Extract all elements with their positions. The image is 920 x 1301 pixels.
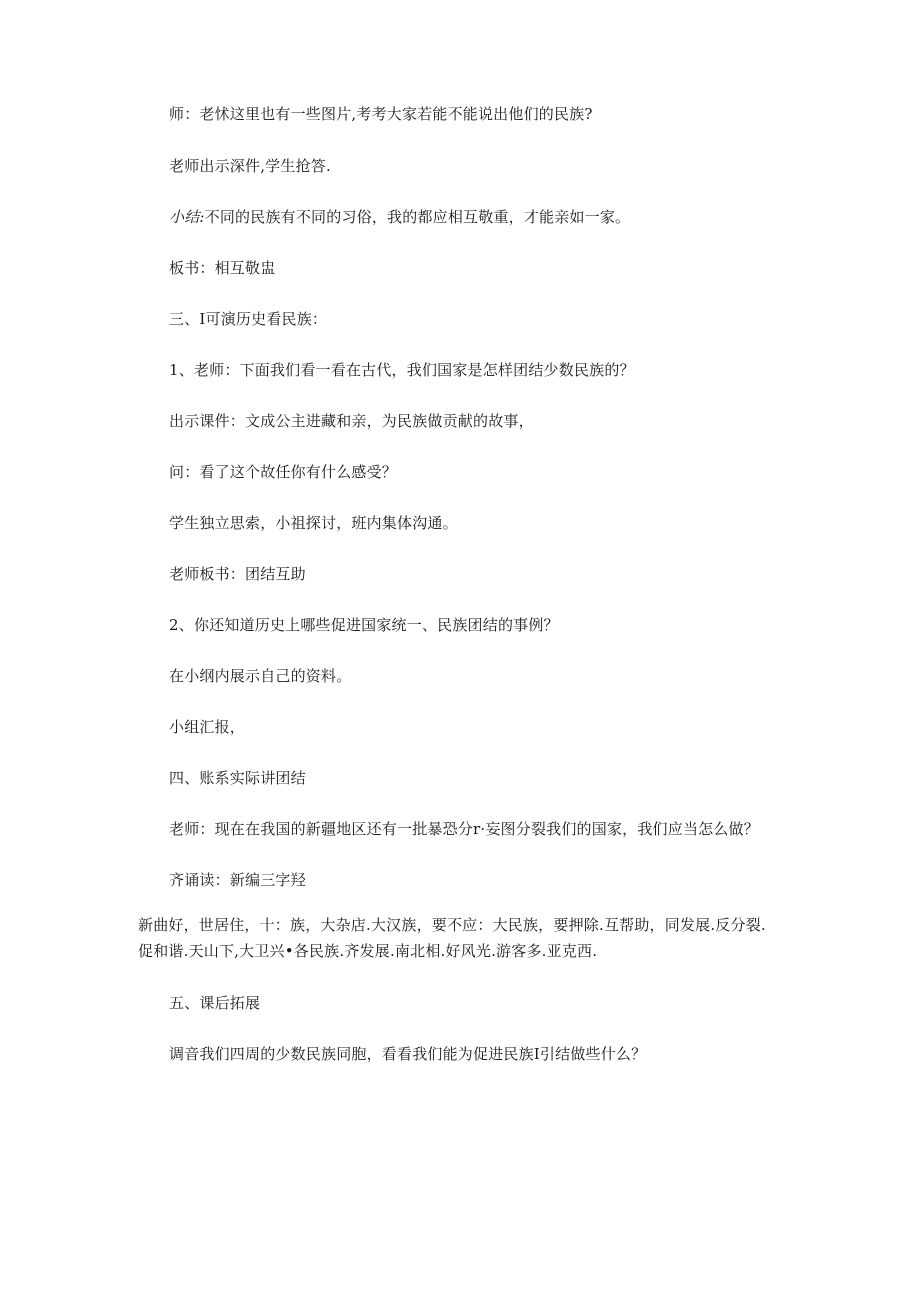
paragraph-teacher-xinjiang: 老师：现在在我国的新疆地区还有一批暴恐分r·妄图分裂我们的国家，我们应当怎么做？ — [169, 820, 759, 838]
paragraph-student-discussion: 学生独立思索，小祖探讨，班内集体沟通。 — [169, 514, 458, 532]
paragraph-item-1: 1、老师：下面我们看一看在古代，我们国家是怎样团结少数民族的？ — [169, 361, 635, 379]
paragraph-question: 问：看了这个故任你有什么感受？ — [169, 463, 398, 481]
paragraph-recite: 齐诵读：新编三字羟 — [169, 871, 306, 889]
section-heading-3: 三、I可演历史看民族： — [169, 310, 328, 328]
section-heading-5: 五、课后拓展 — [169, 994, 261, 1012]
paragraph-group-display: 在小纲内展示自己的资料。 — [169, 667, 352, 685]
summary-label: 小结: — [169, 208, 205, 226]
paragraph-courseware-story: 出示课件：文成公主进藏和亲，为民族做贡献的故事， — [169, 412, 534, 430]
section-heading-4: 四、账系实际讲团结 — [169, 769, 306, 787]
summary-text: 不同的民族有不同的习俗，我的都应相互敬重，才能亲如一家。 — [204, 208, 631, 226]
paragraph-group-report: 小组汇报， — [169, 718, 246, 736]
paragraph-show-courseware: 老师出示深件,学生抢答. — [169, 157, 331, 175]
paragraph-extension-task: 调音我们四周的少数民族同胞，看看我们能为促进民族I引结做些什么？ — [169, 1045, 647, 1063]
paragraph-teacher-pictures: 师：老怵这里也有一些图片,考考大家若能不能说出他们的民族? — [169, 105, 593, 123]
paragraph-blackboard-unity: 老师板书：团结互助 — [169, 565, 306, 583]
paragraph-blackboard-respect: 板书：相互敬盅 — [169, 259, 276, 277]
paragraph-summary — [169, 207, 630, 227]
paragraph-item-2: 2、你还知道历史上哪些促进国家统一、民族团结的事例？ — [169, 616, 559, 634]
paragraph-three-character-verse: 新曲好，世居住，十：族，大杂店.大汉族，要不应：大民族，要押除.互帮助，同发展.反分裂.促和谐.天山下,大卫兴•各民族.齐发展.南北相.好风光.游客多.亚克西. — [138, 916, 766, 960]
